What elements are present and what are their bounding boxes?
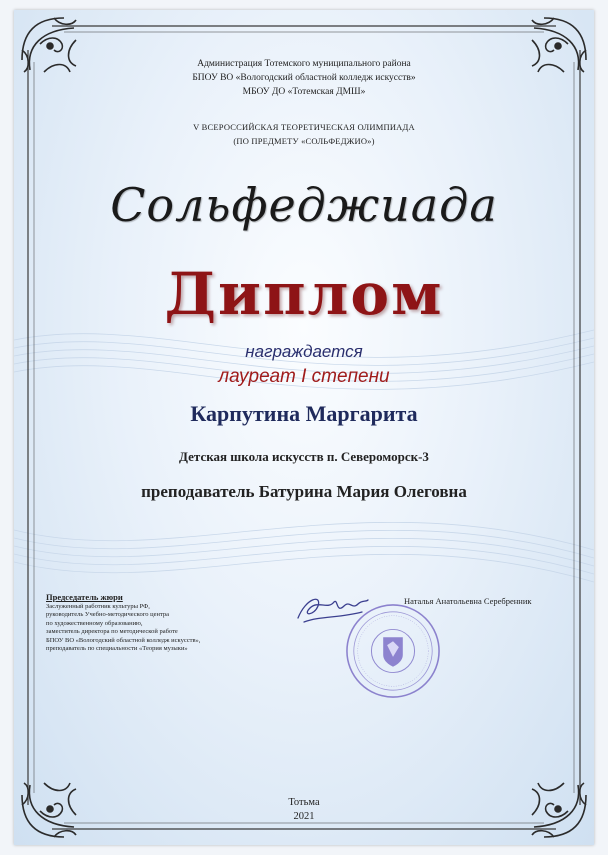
organizer-line-3: МБОУ ДО «Тотемская ДМШ» — [242, 87, 366, 97]
diploma-sheet — [14, 10, 594, 845]
recipient-name: Карпутина Маргарита — [190, 401, 418, 426]
jury-chair-name: Наталья Анатольевна Серебренник — [404, 596, 532, 606]
chair-signature — [292, 588, 372, 628]
organizer-line-1: Администрация Тотемского муниципального района — [197, 59, 411, 69]
jury-credential-line: по художественному образованию, — [46, 619, 143, 627]
olympiad-line-2: (ПО ПРЕДМЕТУ «СОЛЬФЕДЖИО») — [233, 136, 375, 146]
laureate-degree: лауреат I степени — [218, 366, 390, 387]
olympiad-line-1: V ВСЕРОССИЙСКАЯ ТЕОРЕТИЧЕСКАЯ ОЛИМПИАДА — [193, 122, 415, 132]
jury-chair-block — [46, 592, 266, 653]
jury-credential-line: руководитель Учебно-методического центра — [46, 611, 170, 619]
jury-chair-title: Председатель жюри — [46, 592, 123, 602]
jury-credential-line: заместитель директора по методической работе — [46, 628, 178, 636]
jury-credential-line: Заслуженный работник культуры РФ, — [46, 603, 150, 610]
school-name: Детская школа искусств п. Североморск-3 — [179, 449, 429, 464]
diploma-title: Диплом — [164, 260, 444, 328]
olympiad-brand-title: Сольфеджиада — [110, 178, 498, 232]
teacher-name: преподаватель Батурина Мария Олеговна — [141, 482, 467, 501]
issue-city: Тотьма — [288, 797, 320, 808]
issue-year: 2021 — [293, 811, 315, 822]
awarded-text: награждается — [245, 342, 363, 361]
organizer-line-2: БПОУ ВО «Вологодский областной колледж искусств» — [192, 73, 416, 83]
issue-place-date — [14, 796, 594, 824]
jury-credential-line: БПОУ ВО «Вологодский областной колледж искусств», — [46, 636, 201, 644]
jury-credential-line: преподаватель по специальности «Теория музыки» — [46, 645, 188, 653]
